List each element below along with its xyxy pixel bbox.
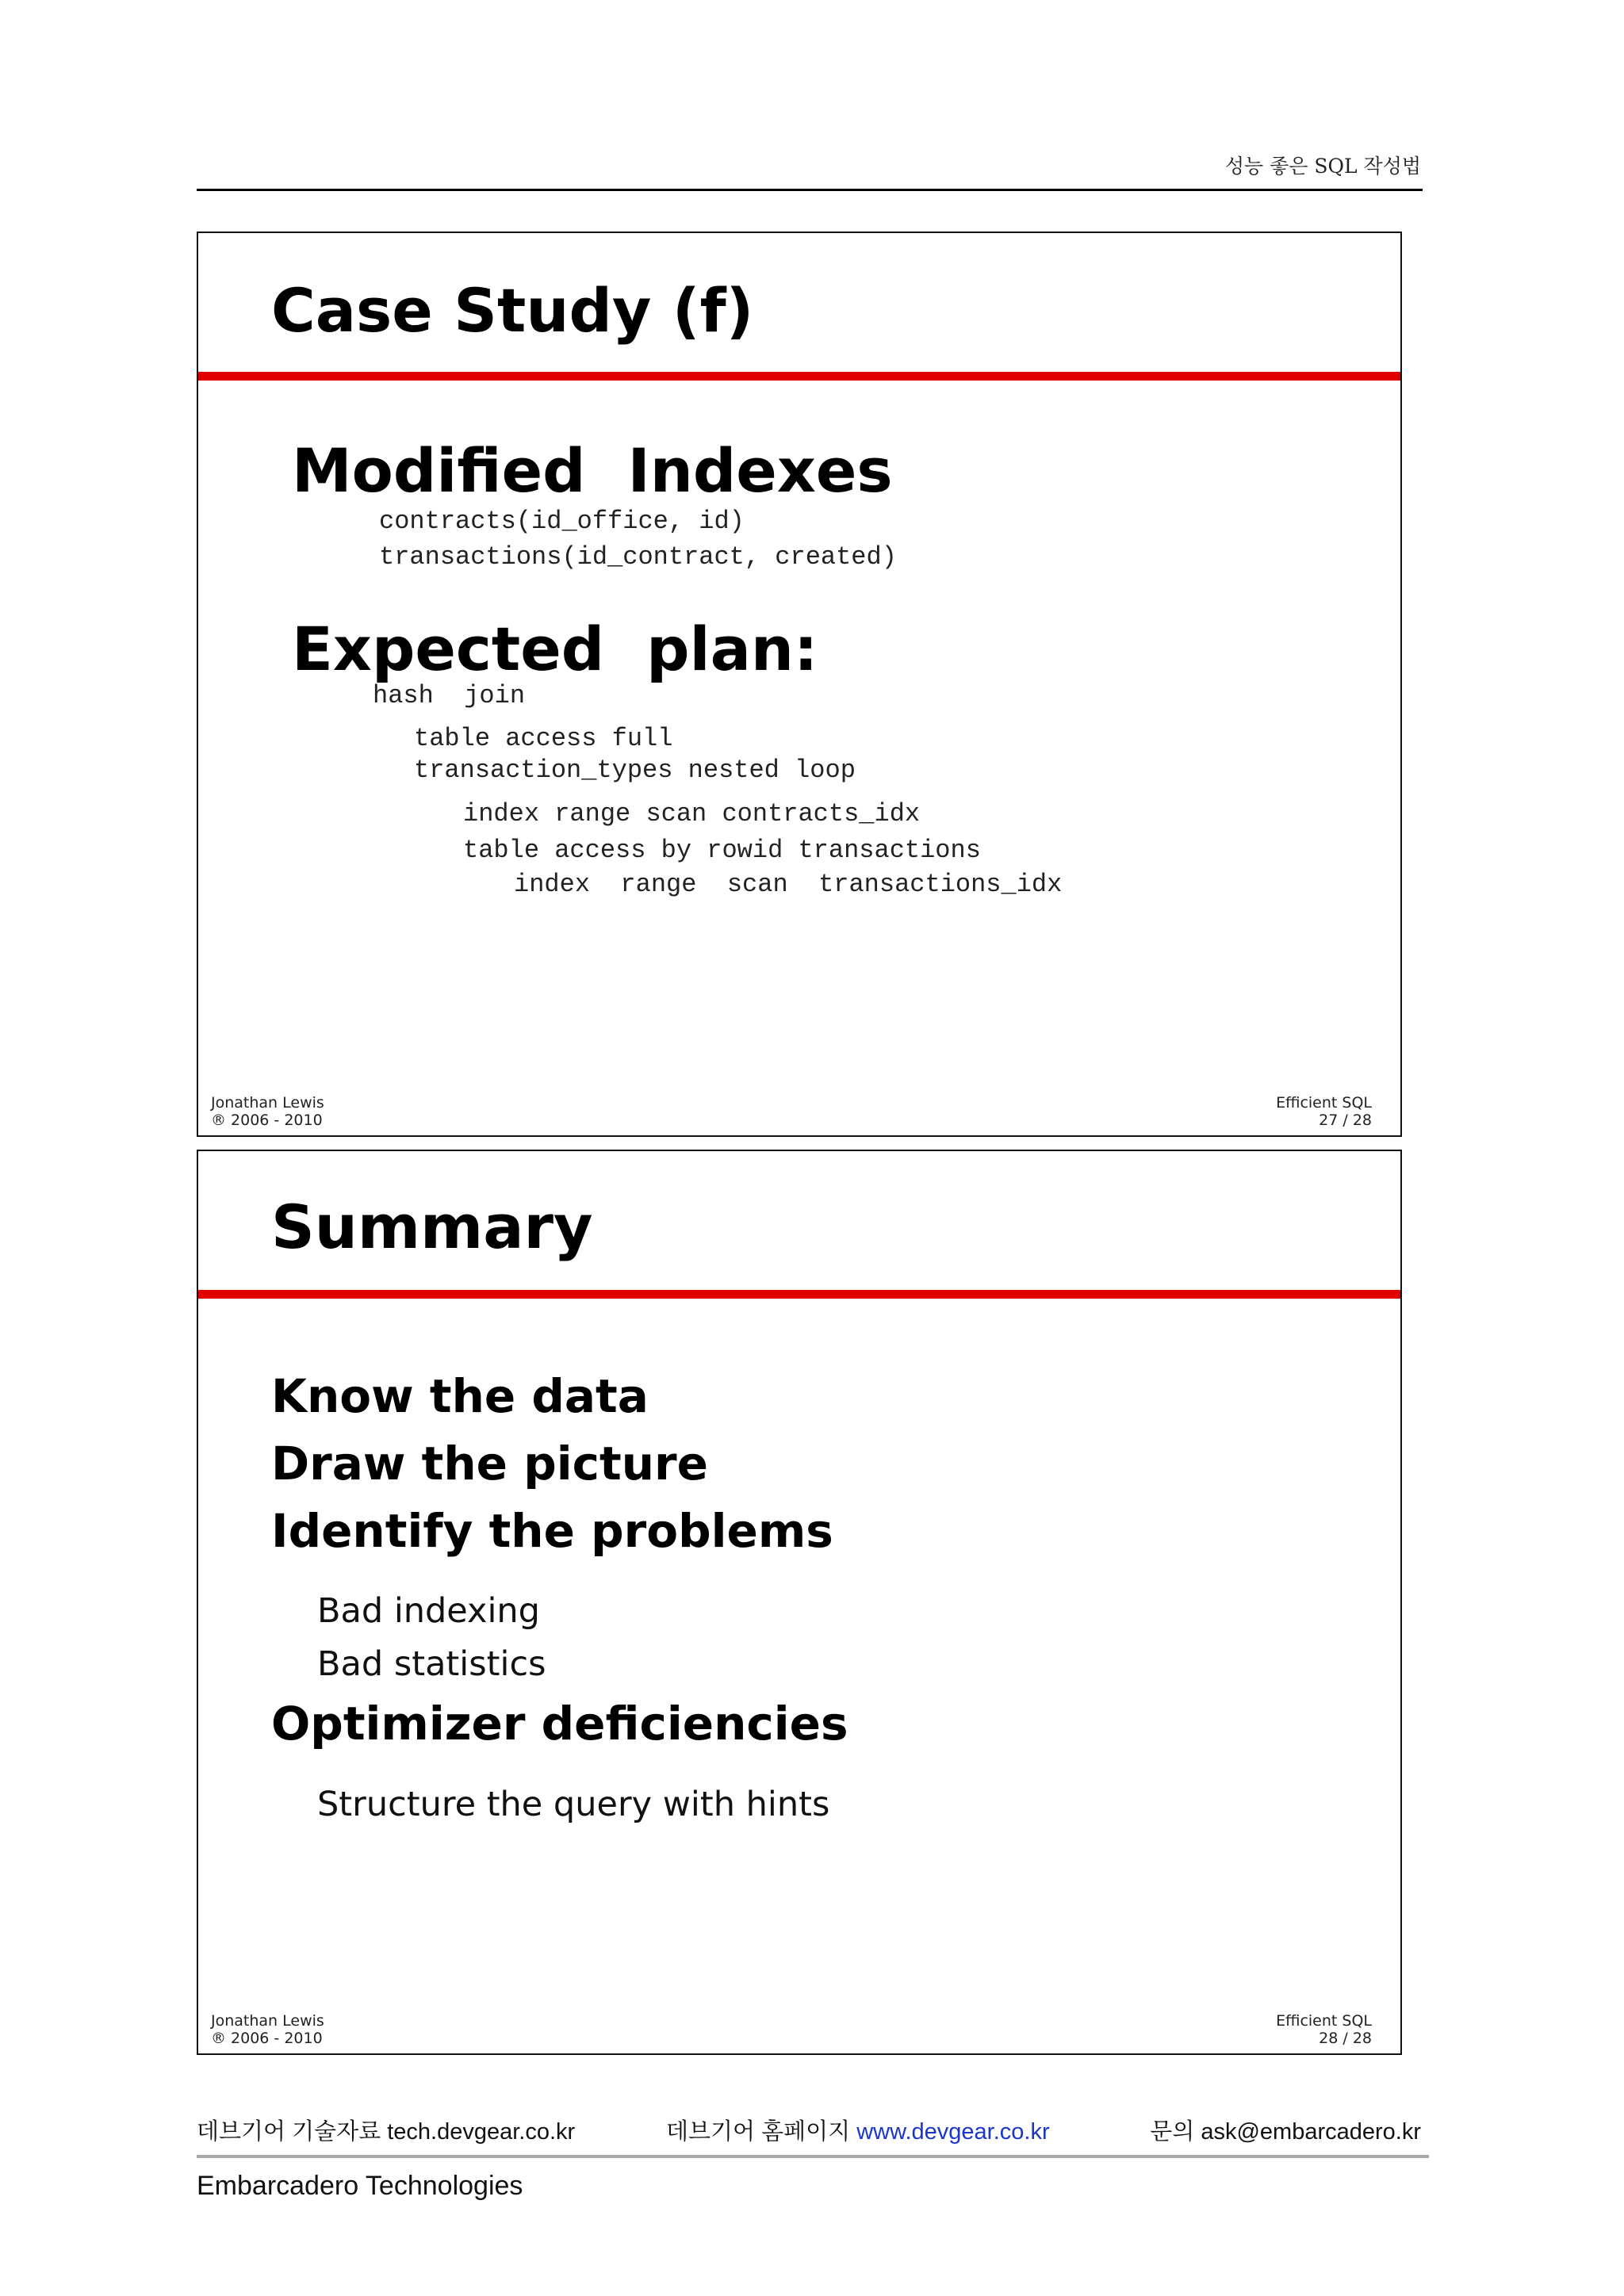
slide-summary bbox=[197, 1150, 1402, 2055]
slide-case-study bbox=[197, 232, 1402, 1137]
footer-tech-label: 데브기어 기술자료 tech.devgear.co.kr bbox=[197, 2119, 576, 2145]
footer-rule bbox=[197, 2155, 1429, 2158]
slide-footer-author: Jonathan Lewis ® 2006 - 2010 bbox=[211, 2012, 324, 2047]
slide-title: Summary bbox=[271, 1192, 593, 1262]
summary-subitem: Structure the query with hints bbox=[317, 1785, 830, 1824]
index-line: contracts(id_office, id) bbox=[379, 507, 745, 536]
slide-title-underline bbox=[198, 372, 1400, 381]
plan-line: index range scan contracts_idx bbox=[463, 799, 921, 828]
slide-title: Case Study (f) bbox=[271, 275, 754, 346]
section-heading-modified-indexes: Modified Indexes bbox=[292, 435, 893, 506]
summary-item: Identify the problems bbox=[271, 1504, 833, 1558]
homepage-link[interactable]: www.devgear.co.kr bbox=[856, 2119, 1050, 2145]
summary-subitem: Bad indexing bbox=[317, 1591, 540, 1631]
slide-footer-page: Efficient SQL 27 / 28 bbox=[1276, 1094, 1372, 1129]
footer-home: 데브기어 홈페이지 www.devgear.co.kr bbox=[666, 2119, 1050, 2145]
page-header-title: 성능 좋은 SQL 작성법 bbox=[1224, 155, 1421, 178]
index-line: transactions(id_contract, created) bbox=[379, 542, 897, 572]
footer-company: Embarcadero Technologies bbox=[197, 2171, 523, 2201]
slide-footer-page: Efficient SQL 28 / 28 bbox=[1276, 2012, 1372, 2047]
summary-item: Know the data bbox=[271, 1369, 649, 1423]
section-heading-expected-plan: Expected plan: bbox=[292, 614, 818, 684]
plan-line: transaction_types nested loop bbox=[414, 756, 856, 785]
plan-line: table access full bbox=[414, 724, 673, 753]
header-rule bbox=[197, 189, 1423, 191]
plan-line: hash join bbox=[373, 681, 526, 710]
plan-line: index range scan transactions_idx bbox=[514, 870, 1063, 899]
plan-line: table access by rowid transactions bbox=[463, 836, 981, 865]
slide-footer-author: Jonathan Lewis ® 2006 - 2010 bbox=[211, 1094, 324, 1129]
summary-item: Optimizer deficiencies bbox=[271, 1697, 848, 1751]
slide-title-underline bbox=[198, 1290, 1400, 1299]
summary-subitem: Bad statistics bbox=[317, 1644, 546, 1684]
summary-item: Draw the picture bbox=[271, 1437, 708, 1490]
footer-contact: 문의 ask@embarcadero.kr bbox=[1150, 2119, 1421, 2145]
